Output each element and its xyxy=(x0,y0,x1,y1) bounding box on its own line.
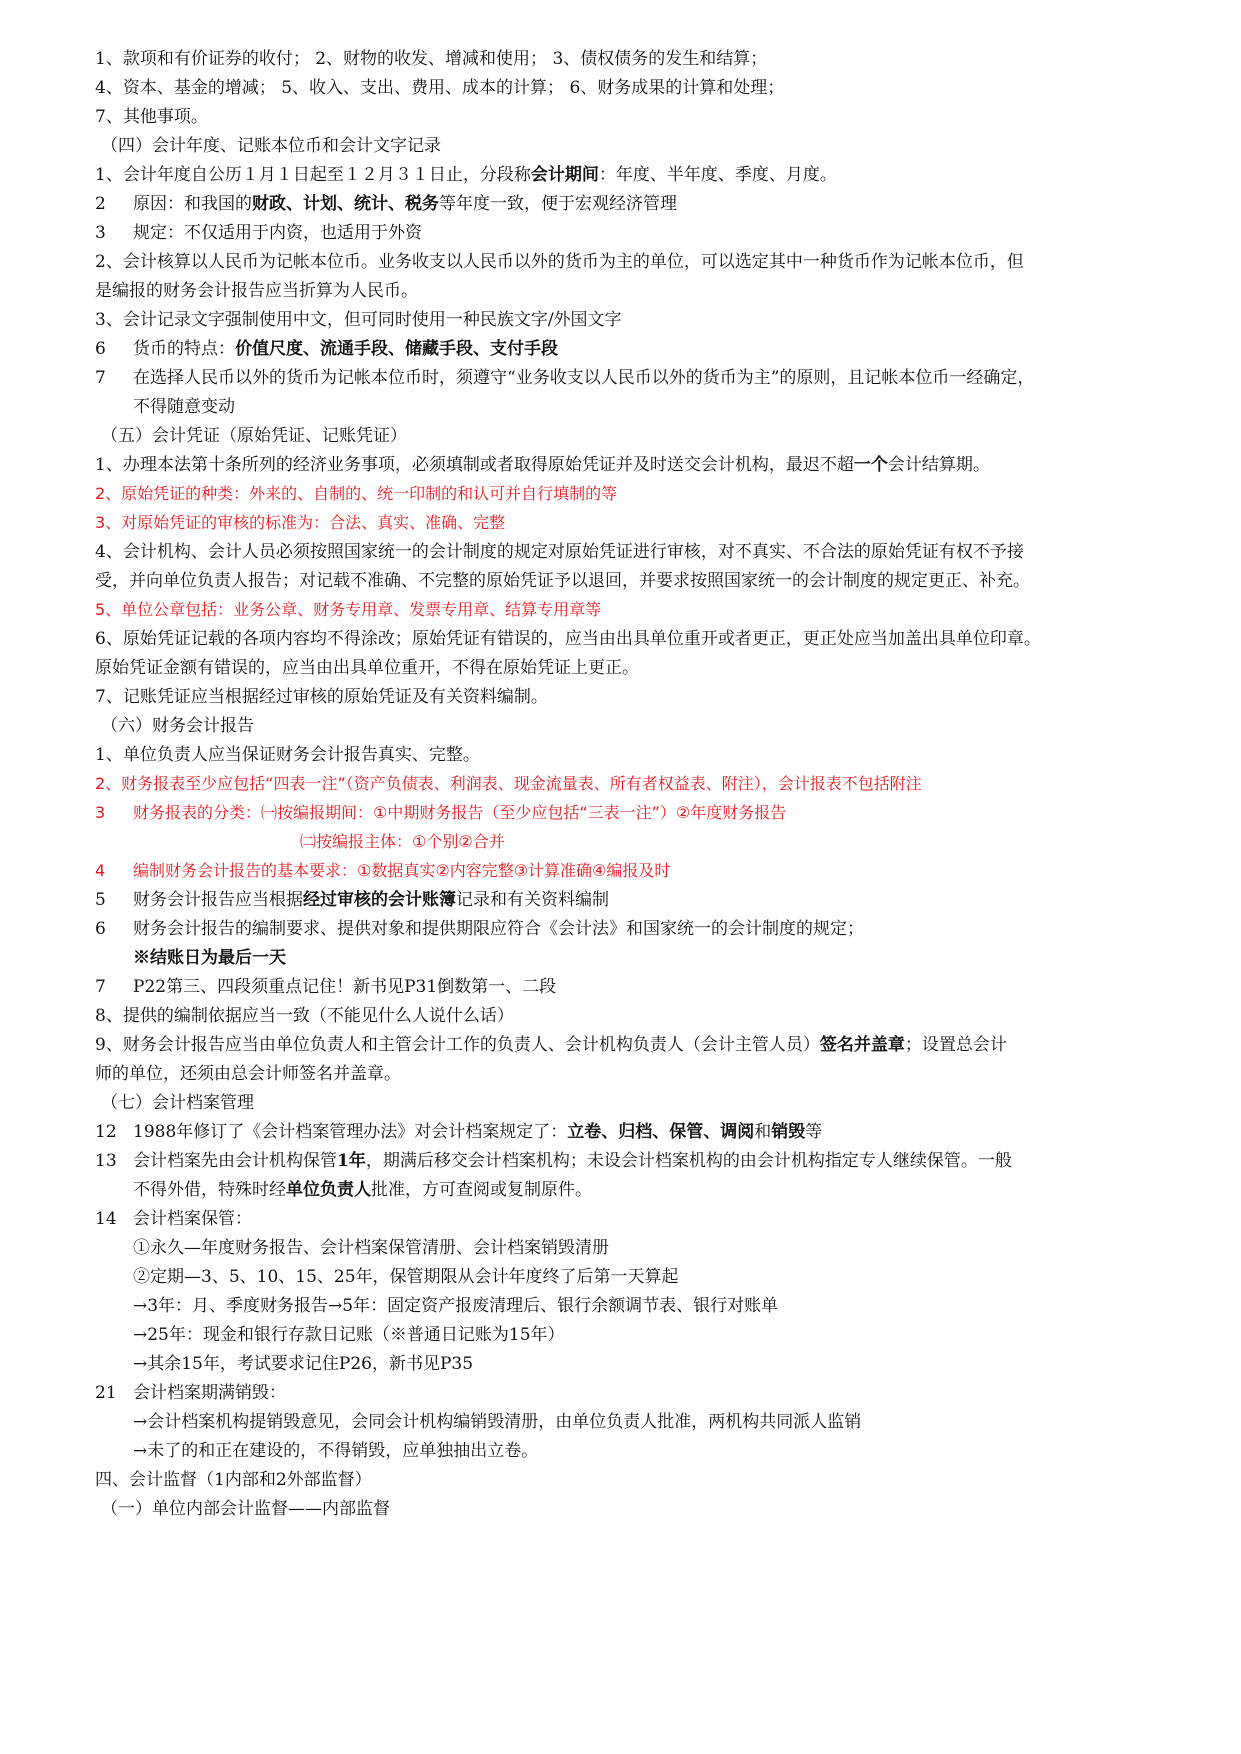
item-number: 3 xyxy=(95,803,106,822)
text-line: →25年：现金和银行存款日记账（※普通日记账为15年） xyxy=(133,1325,565,1345)
text-span: 等年度一致，便于宏观经济管理 xyxy=(439,194,677,214)
section-heading: （七）会计档案管理 xyxy=(101,1093,254,1113)
text-line xyxy=(95,1382,286,1404)
bold-term: 会计期间 xyxy=(530,165,599,185)
text-span: 1、办理本法第十条所列的经济业务事项，必须填制或者取得原始凭证并及时送交会计机构，最迟不超 xyxy=(95,455,854,475)
text-line xyxy=(95,222,422,244)
text-span: 批准，方可查阅或复制原件。 xyxy=(371,1180,592,1200)
text-line: 4、会计机构、会计人员必须按照国家统一的会计制度的规定对原始凭证进行审核，对不真实、不合法的原始凭证有权不予接 xyxy=(95,542,1024,562)
bold-term: 1年 xyxy=(337,1151,366,1171)
text-span: 会计档案先由会计机构保管 xyxy=(133,1151,337,1171)
text-span: 财务会计报告应当根据 xyxy=(133,890,303,910)
text-line: →会计档案机构提销毁意见，会同会计机构编销毁清册，由单位负责人批准，两机构共同派人监销 xyxy=(133,1412,862,1432)
text-line: 6、原始凭证记载的各项内容均不得涂改；原始凭证有错误的，应当由出具单位重开或者更正，更正处应当加盖出具单位印章。 xyxy=(95,629,1041,649)
text-line xyxy=(95,338,558,360)
text-line xyxy=(133,1179,592,1201)
highlight-line: 2、原始凭证的种类：外来的、自制的、统一印制的和认可并自行填制的等 xyxy=(95,484,618,503)
item-number: 14 xyxy=(95,1209,117,1229)
highlight-line: ㈡按编报主体：①个别②合并 xyxy=(300,832,505,851)
text-line: 原始凭证金额有错误的，应当由出具单位重开，不得在原始凭证上更正。 xyxy=(95,658,639,678)
text-line xyxy=(95,454,990,476)
item-number: 6 xyxy=(95,919,106,939)
text-span: P22第三、四段须重点记住！新书见P31倒数第一、二段 xyxy=(133,977,557,997)
bold-term: 经过审核的会计账簿 xyxy=(303,890,456,910)
text-line: 7、其他事项。 xyxy=(95,107,208,127)
text-span: 货币的特点： xyxy=(133,339,235,359)
text-line xyxy=(95,1150,1012,1172)
text-span: 会计档案保管： xyxy=(133,1209,252,1229)
text-line: 不得随意变动 xyxy=(133,397,235,417)
text-line: 1、款项和有价证券的收付； 2、财物的收发、增减和使用； 3、债权债务的发生和结算； xyxy=(95,49,768,69)
item-number: 12 xyxy=(95,1122,117,1142)
chapter-heading: 四、会计监督（1内部和2外部监督） xyxy=(95,1470,372,1490)
text-span: 财务会计报告的编制要求、提供对象和提供期限应符合《会计法》和国家统一的会计制度的规定； xyxy=(133,919,864,939)
item-number: 3 xyxy=(95,223,106,243)
text-span: 9、财务会计报告应当由单位负责人和主管会计工作的负责人、会计机构负责人（会计主管人员） xyxy=(95,1035,820,1055)
highlight-line: 5、单位公章包括：业务公章、财务专用章、发票专用章、结算专用章等 xyxy=(95,600,602,619)
text-line xyxy=(95,1034,1007,1056)
text-span: 规定：不仅适用于内资，也适用于外资 xyxy=(133,223,422,243)
item-number: 21 xyxy=(95,1383,117,1403)
text-line: →3年：月、季度财务报告→5年：固定资产报废清理后、银行余额调节表、银行对账单 xyxy=(133,1296,779,1316)
text-line xyxy=(95,367,1034,389)
bold-note: ※结账日为最后一天 xyxy=(133,948,286,968)
text-line xyxy=(95,976,556,998)
item-number: 5 xyxy=(95,890,106,910)
text-line: 4、资本、基金的增减； 5、收入、支出、费用、成本的计算； 6、财务成果的计算和处理； xyxy=(95,78,785,98)
text-span: 1988年修订了《会计档案管理办法》对会计档案规定了： xyxy=(133,1122,568,1142)
text-span: 原因：和我国的 xyxy=(133,194,252,214)
highlight-line xyxy=(95,860,670,882)
text-line xyxy=(95,918,864,940)
text-span: ：年度、半年度、季度、月度。 xyxy=(598,165,837,185)
text-span: 会计结算期。 xyxy=(887,455,990,475)
section-heading: （一）单位内部会计监督——内部监督 xyxy=(101,1499,390,1519)
bold-term: 立卷、归档、保管、调阅 xyxy=(567,1122,755,1142)
text-span: 在选择人民币以外的货币为记帐本位币时，须遵守“业务收支以人民币以外的货币为主”的原则，且记帐本位币一经确定， xyxy=(133,368,1035,388)
item-number: 2 xyxy=(95,194,106,214)
text-span: 和 xyxy=(754,1122,772,1142)
text-line: →未了的和正在建设的，不得销毁，应单独抽出立卷。 xyxy=(133,1441,539,1461)
text-span: 1、会计年度自公历１月１日起至１２月３１日止，分段称 xyxy=(95,165,531,185)
highlight-line xyxy=(95,802,786,824)
text-line xyxy=(95,1208,252,1230)
text-line: 1、单位负责人应当保证财务会计报告真实、完整。 xyxy=(95,745,480,765)
text-line: 8、提供的编制依据应当一致（不能见什么人说什么话） xyxy=(95,1006,514,1026)
bold-term: 财政、计划、统计、税务 xyxy=(252,194,439,214)
highlight-line: 3、对原始凭证的审核的标准为：合法、真实、准确、完整 xyxy=(95,513,506,532)
item-number: 13 xyxy=(95,1151,117,1171)
bold-term: 价值尺度、流通手段、储藏手段、支付手段 xyxy=(235,339,558,359)
text-line: 7、记账凭证应当根据经过审核的原始凭证及有关资料编制。 xyxy=(95,687,548,707)
bold-term: 一个 xyxy=(853,455,888,475)
section-heading: （六）财务会计报告 xyxy=(101,716,254,736)
text-line: ①永久—年度财务报告、会计档案保管清册、会计档案销毁清册 xyxy=(133,1238,609,1258)
highlight-line: 2、财务报表至少应包括“四表一注”（资产负债表、利润表、现金流量表、所有者权益表、附注），会计报表不包括附注 xyxy=(95,774,922,793)
text-span: 等 xyxy=(805,1122,823,1142)
item-number: 6 xyxy=(95,339,106,359)
bold-term: 签名并盖章 xyxy=(819,1035,905,1055)
bold-term: 单位负责人 xyxy=(286,1180,371,1200)
section-heading: （四）会计年度、记账本位币和会计文字记录 xyxy=(101,136,441,156)
text-span: 财务报表的分类：㈠按编报期间：①中期财务报告（至少应包括“三表一注”）②年度财务报告 xyxy=(133,803,787,822)
text-span: 编制财务会计报告的基本要求：①数据真实②内容完整③计算准确④编报及时 xyxy=(133,861,671,880)
item-number: 7 xyxy=(95,368,106,388)
text-line: ②定期—3、5、10、15、25年，保管期限从会计年度终了后第一天算起 xyxy=(133,1267,679,1287)
item-number: 4 xyxy=(95,861,106,880)
text-line: 2、会计核算以人民币为记帐本位币。业务收支以人民币以外的货币为主的单位，可以选定其中一种货币作为记帐本位币，但 xyxy=(95,252,1024,272)
text-line xyxy=(95,193,677,215)
bold-term: 销毁 xyxy=(771,1122,806,1142)
text-line: 3、会计记录文字强制使用中文，但可同时使用一种民族文字/外国文字 xyxy=(95,310,622,330)
text-line: 受，并向单位负责人报告；对记载不准确、不完整的原始凭证予以退回，并要求按照国家统一的会计制度的规定更正、补充。 xyxy=(95,571,1030,591)
section-heading: （五）会计凭证（原始凭证、记账凭证） xyxy=(101,426,407,446)
text-span: ；设置总会计 xyxy=(904,1035,1007,1055)
item-number: 7 xyxy=(95,977,106,997)
text-span: 记录和有关资料编制 xyxy=(456,890,609,910)
text-span: 不得外借，特殊时经 xyxy=(133,1180,286,1200)
text-line: →其余15年，考试要求记住P26，新书见P35 xyxy=(133,1354,474,1374)
text-span: ，期满后移交会计档案机构；未设会计档案机构的由会计机构指定专人继续保管。一般 xyxy=(365,1151,1012,1171)
text-line: 是编报的财务会计报告应当折算为人民币。 xyxy=(95,281,418,301)
text-line: 师的单位，还须由总会计师签名并盖章。 xyxy=(95,1064,401,1084)
text-line xyxy=(95,1121,822,1143)
text-line xyxy=(95,164,837,186)
text-line xyxy=(95,889,609,911)
text-span: 会计档案期满销毁： xyxy=(133,1383,286,1403)
